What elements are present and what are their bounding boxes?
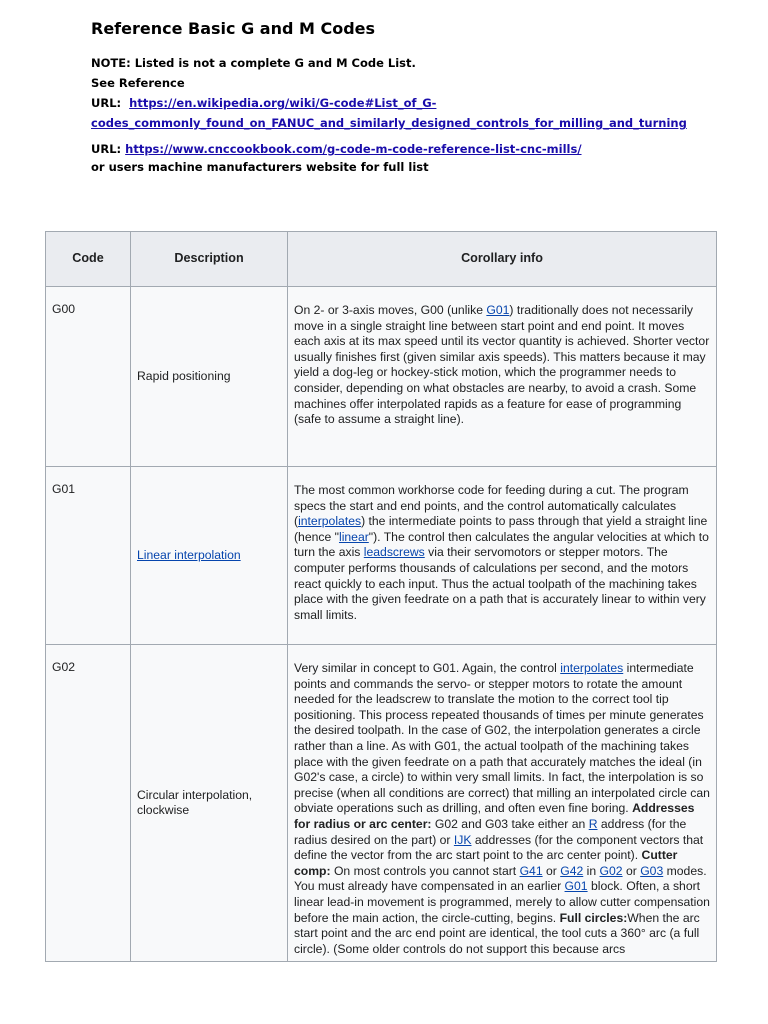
g01-link[interactable]: G01 bbox=[486, 303, 510, 317]
g03-link[interactable]: G03 bbox=[640, 863, 664, 878]
interpolates-link[interactable]: interpolates bbox=[298, 514, 362, 529]
cnccookbook-link[interactable]: https://www.cnccookbook.com/g-code-m-code-reference-list-cnc-mills/ bbox=[125, 142, 582, 156]
corollary-cell: The most common workhorse code for feeding during a cut. The program specs the start and end points, and the control automatically calculates (interpolates) the intermediate points to pass through that yield a straight line (hence "linear"). The control then calculates the angular velocities at which to turn the axis leadscrews via their servomotors or stepper motors. The computer performs thousands of calculations per second, and the motors react quickly to each input. Thus the actual toolpath of the machining takes place with the given feedrate on a path that is accurately linear to within very small limits. bbox=[288, 467, 717, 645]
corollary-cell: Very similar in concept to G01. Again, the control interpolates intermediate points and commands the servo- or stepper motors to rotate the amount needed for the leadscrew to translate the motion to the correct tool tip positioning. This process repeated thousands of times per minute generates the desired toolpath. In the case of G02, the interpolation generates a circle rather than a line. As with G01, the actual toolpath of the machining takes place with the given feedrate on a path that accurately matches the ideal (in G02's case, a circle) to within very small limits. In fact, the interpolation is so precise (when all conditions are correct) that milling an interpolated circle can obviate operations such as drilling, and often even fine boring. Addresses for radius or arc center: G02 and G03 take either an R address (for the radius desired on the part) or IJK addresses (for the component vectors that define the vector from the arc start point to the arc center point). Cutter comp: On most controls you cannot start G41 or G42 in G02 or G03 modes. You must already have compensated in an earlier G01 block. Often, a short linear lead-in movement is programmed, merely to allow cutter compensation before the main action, the circle-cutting, begins. Full circles:When the arc start point and the arc end point are identical, the tool cuts a 360° arc (a full circle). (Some older controls do not support this because arcs bbox=[288, 645, 717, 962]
ijk-link[interactable]: IJK bbox=[453, 832, 472, 847]
url-line-2 bbox=[91, 113, 731, 133]
code-cell: G02 bbox=[46, 645, 131, 962]
table-header-row bbox=[46, 232, 717, 287]
g02-link[interactable]: G02 bbox=[599, 863, 623, 878]
corollary-cell: On 2- or 3-axis moves, G00 (unlike G01) traditionally does not necessarily move in a single straight line between start point and end point. It moves each axis at its max speed until its vector quantity is achieved. Shorter vector usually finishes first (given similar axis speeds). This matters because it may yield a dog-leg or hockey-stick motion, which the programmer needs to consider, depending on what obstacles are nearby, to avoid a crash. Some machines offer interpolated rapids as a feature for ease of programming (safe to assume a straight line). bbox=[288, 287, 717, 467]
table-row bbox=[46, 287, 717, 467]
description-cell: Circular interpolation, clockwise bbox=[131, 645, 288, 962]
g42-link[interactable]: G42 bbox=[560, 863, 584, 878]
linear-interpolation-link[interactable]: Linear interpolation bbox=[137, 547, 241, 562]
document-header bbox=[91, 18, 731, 175]
page-title: Reference Basic G and M Codes bbox=[91, 19, 376, 38]
see-reference-text: See Reference bbox=[91, 76, 185, 90]
url-label: URL: bbox=[91, 96, 122, 110]
r-link[interactable]: R bbox=[588, 816, 598, 831]
table-row bbox=[46, 645, 717, 962]
table-row bbox=[46, 467, 717, 645]
g01-link[interactable]: G01 bbox=[564, 879, 588, 894]
url-line-3 bbox=[91, 139, 731, 159]
note-text: NOTE: Listed is not a complete G and M Code List. bbox=[91, 56, 416, 70]
description-cell: Rapid positioning bbox=[131, 287, 288, 467]
url-line-1 bbox=[91, 93, 731, 113]
code-cell: G00 bbox=[46, 287, 131, 467]
leadscrews-link[interactable]: leadscrews bbox=[363, 545, 425, 560]
g41-link[interactable]: G41 bbox=[519, 863, 543, 878]
wikipedia-link-continued[interactable]: codes_commonly_found_on_FANUC_and_similarly_designed_controls_for_milling_and_turning bbox=[91, 116, 687, 130]
column-header-description: Description bbox=[131, 232, 288, 287]
column-header-corollary: Corollary info bbox=[288, 232, 717, 287]
column-header-code: Code bbox=[46, 232, 131, 287]
linear-link[interactable]: linear bbox=[338, 529, 369, 544]
wikipedia-link[interactable]: https://en.wikipedia.org/wiki/G-code#List_of_G- bbox=[129, 96, 437, 110]
users-note: or users machine manufacturers website for full list bbox=[91, 160, 429, 174]
description-cell bbox=[131, 467, 288, 645]
interpolates-link[interactable]: interpolates bbox=[560, 661, 624, 675]
url2-label: URL: bbox=[91, 142, 122, 156]
code-cell: G01 bbox=[46, 467, 131, 645]
gcode-table bbox=[45, 231, 717, 962]
